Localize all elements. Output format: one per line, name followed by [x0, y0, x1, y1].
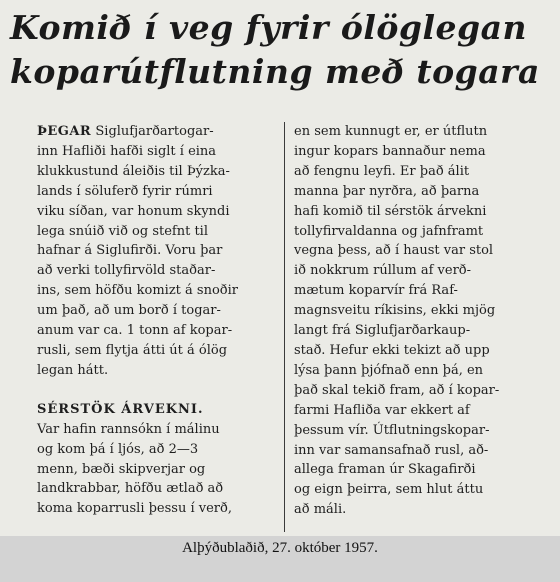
article-line: að fengnu leyfi. Er það álit — [294, 163, 470, 179]
article-line: hafi komið til sérstök árvekni — [294, 203, 487, 219]
source-caption: Alþýðublaðið, 27. október 1957. — [182, 540, 378, 556]
article-line: hafnar á Siglufirði. Voru þar — [37, 243, 223, 259]
article-line: lands í söluferð fyrir rúmri — [37, 183, 213, 199]
article-line: klukkustund áleiðis til Þýzka- — [37, 163, 230, 179]
headline — [10, 6, 552, 94]
article-line: allega framan úr Skagafirði — [294, 462, 476, 478]
article-line: inn var samansafnað rusl, að- — [294, 442, 489, 458]
article-line: viku síðan, var honum skyndi — [37, 203, 230, 219]
article-line: magnsveitu ríkisins, ekki mjög — [294, 303, 496, 319]
headline-line-1: Komið í veg fyrir ólöglegan — [10, 8, 527, 47]
article-line: koma koparrusli þessu í verð, — [37, 501, 232, 517]
article-column-right — [294, 122, 534, 520]
article-line: um það, að um borð í togar- — [37, 303, 221, 319]
article-line: ið nokkrum rúllum af verð- — [294, 263, 472, 279]
article-line: rusli, sem flytja átti út á ólög — [37, 342, 228, 358]
article-line: og eign þeirra, sem hlut áttu — [294, 482, 484, 498]
article-line: manna þar nyrðra, að þarna — [294, 183, 480, 199]
article-line: legan hátt. — [37, 362, 109, 378]
article-line: langt frá Siglufjarðarkaup- — [294, 323, 471, 339]
article-lead-word: ÞEGAR — [37, 124, 92, 139]
article-line: stað. Hefur ekki tekizt að upp — [294, 342, 490, 358]
article-line: en sem kunnugt er, er útflutn — [294, 124, 488, 139]
article-line: vegna þess, að í haust var stol — [294, 243, 494, 259]
article-line: anum var ca. 1 tonn af kopar- — [37, 323, 233, 339]
article-line: ingur kopars bannaður nema — [294, 143, 486, 159]
article-line: ÞEGAR Siglufjarðartogar- — [37, 124, 214, 139]
article-line: farmi Hafliða var ekkert af — [294, 402, 470, 418]
article-line: að verki tollyfirvöld staðar- — [37, 263, 216, 279]
article-line: og kom þá í ljós, að 2—3 — [37, 441, 199, 457]
article-line: landkrabbar, höfðu ætlað að — [37, 481, 224, 497]
article-line: Var hafin rannsókn í málinu — [37, 421, 220, 437]
article-subheading: SÉRSTÖK ÁRVEKNI. — [37, 401, 204, 417]
article-line: ins, sem höfðu komizt á snoðir — [37, 283, 238, 299]
headline-line-2: koparútflutning með togara — [10, 52, 540, 91]
article-line: inn Hafliði hafði siglt í eina — [37, 143, 217, 159]
article-column-left — [37, 122, 280, 519]
article-line: lýsa þann þjófnað enn þá, en — [294, 362, 484, 378]
article-line: þessum vír. Útflutningskopar- — [294, 422, 490, 438]
article-line: það skal tekið fram, að í kopar- — [294, 382, 500, 398]
article-line: mætum koparvír frá Raf- — [294, 283, 458, 299]
article-line: að máli. — [294, 502, 347, 518]
article-line: lega snúið við og stefnt til — [37, 223, 208, 239]
column-divider — [284, 122, 285, 532]
article-line: tollyfirvaldanna og jafnframt — [294, 223, 484, 239]
article-line: menn, bæði skipverjar og — [37, 461, 206, 477]
